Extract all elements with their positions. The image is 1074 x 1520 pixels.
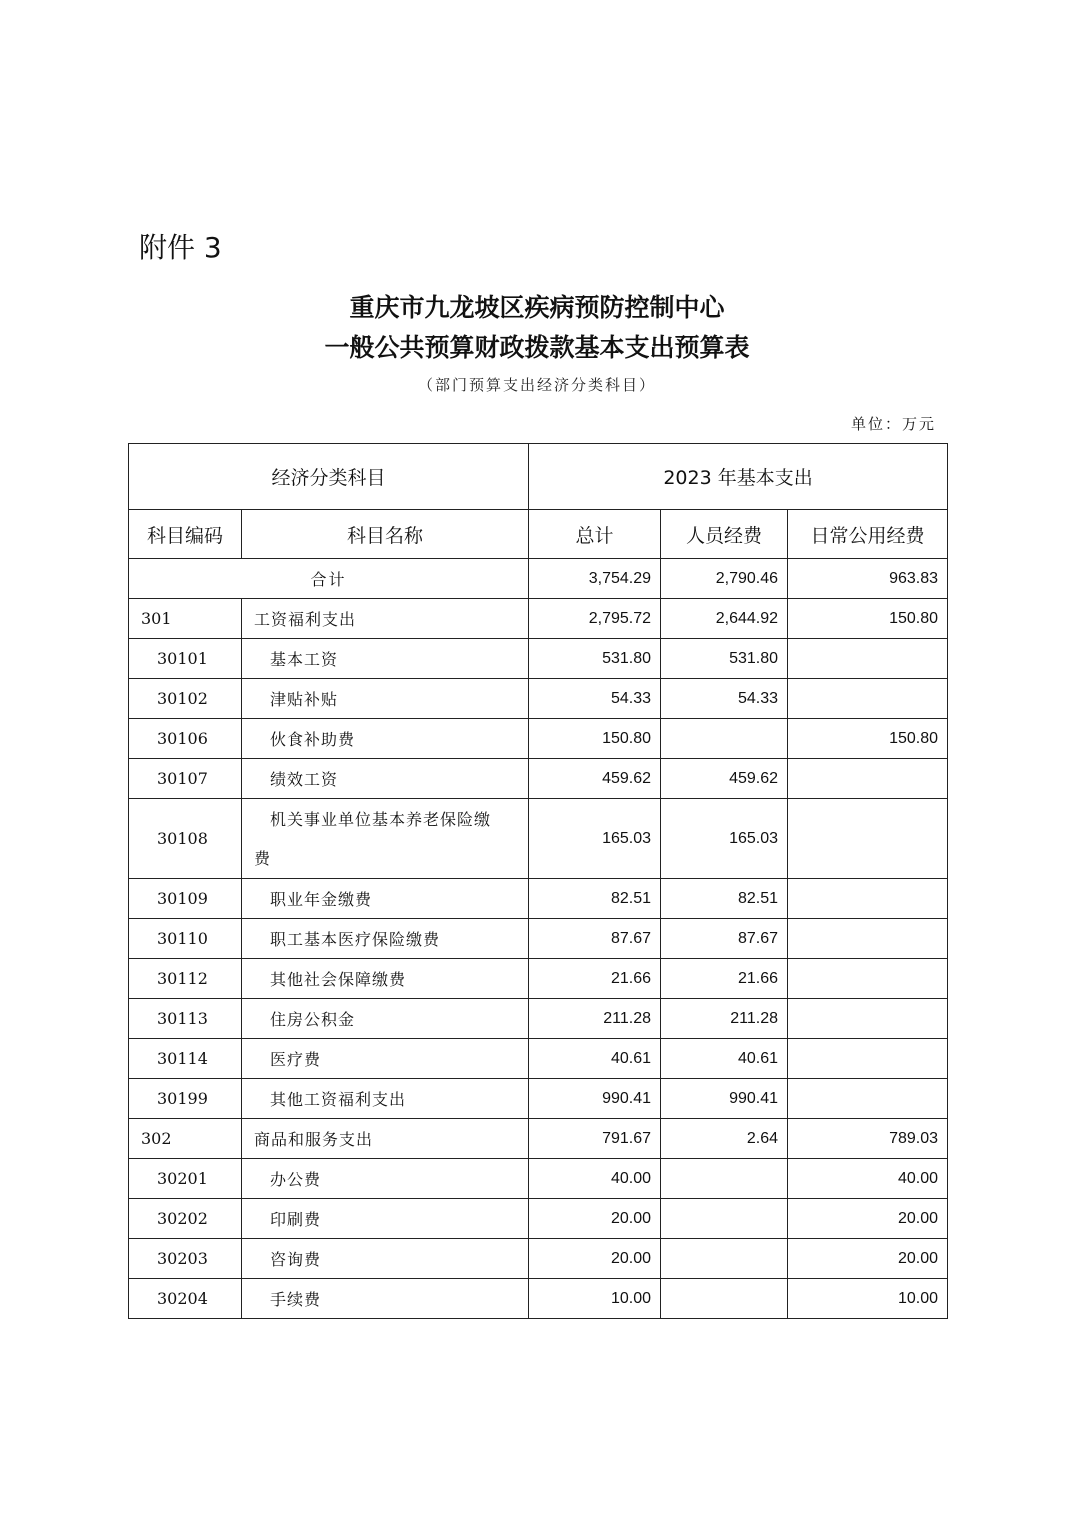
total-cell: 40.00: [529, 1159, 661, 1199]
table-row: [129, 1159, 948, 1199]
name-cell: 工资福利支出: [242, 599, 529, 639]
header-code: 科目编码: [129, 510, 242, 559]
code-cell: 30108: [129, 799, 242, 879]
personnel-cell: [661, 719, 788, 759]
public-cell: 40.00: [788, 1159, 948, 1199]
personnel-cell: 2,644.92: [661, 599, 788, 639]
personnel-cell: [661, 1279, 788, 1319]
total-label: 合计: [129, 559, 529, 599]
code-cell: 301: [129, 599, 242, 639]
name-cell: [242, 799, 529, 879]
table-row: [129, 599, 948, 639]
table-row: [129, 679, 948, 719]
name-cell: 咨询费: [242, 1239, 529, 1279]
code-cell: 302: [129, 1119, 242, 1159]
total-cell: 3,754.29: [529, 559, 661, 599]
code-cell: 30101: [129, 639, 242, 679]
total-cell: 990.41: [529, 1079, 661, 1119]
name-cell: 印刷费: [242, 1199, 529, 1239]
name-line-1: 机关事业单位基本养老保险缴: [270, 809, 492, 829]
total-cell: 21.66: [529, 959, 661, 999]
name-cell: 职工基本医疗保险缴费: [242, 919, 529, 959]
public-cell: [788, 759, 948, 799]
personnel-cell: 87.67: [661, 919, 788, 959]
personnel-cell: 2.64: [661, 1119, 788, 1159]
personnel-cell: [661, 1199, 788, 1239]
personnel-cell: [661, 1239, 788, 1279]
personnel-cell: 82.51: [661, 879, 788, 919]
name-cell: 商品和服务支出: [242, 1119, 529, 1159]
table-row: [129, 639, 948, 679]
code-cell: 30102: [129, 679, 242, 719]
table-row: [129, 1199, 948, 1239]
total-cell: 459.62: [529, 759, 661, 799]
public-cell: 150.80: [788, 719, 948, 759]
table-row: [129, 959, 948, 999]
table-row: [129, 1039, 948, 1079]
total-cell: 211.28: [529, 999, 661, 1039]
name-line-2: 费: [254, 848, 272, 868]
personnel-cell: 459.62: [661, 759, 788, 799]
public-cell: 963.83: [788, 559, 948, 599]
total-cell: 40.61: [529, 1039, 661, 1079]
unit-label: 单位：万元: [850, 415, 936, 433]
public-cell: [788, 799, 948, 879]
code-cell: 30110: [129, 919, 242, 959]
total-cell: 150.80: [529, 719, 661, 759]
public-cell: [788, 959, 948, 999]
public-cell: 20.00: [788, 1239, 948, 1279]
table-row: [129, 1279, 948, 1319]
document-title-line1: 重庆市九龙坡区疾病预防控制中心: [349, 293, 725, 322]
header-name: 科目名称: [242, 510, 529, 559]
personnel-cell: 531.80: [661, 639, 788, 679]
code-cell: 30203: [129, 1239, 242, 1279]
code-cell: 30114: [129, 1039, 242, 1079]
name-cell: 其他社会保障缴费: [242, 959, 529, 999]
header-category: 经济分类科目: [129, 444, 529, 510]
total-cell: 20.00: [529, 1239, 661, 1279]
total-cell: 791.67: [529, 1119, 661, 1159]
code-cell: 30109: [129, 879, 242, 919]
personnel-cell: 54.33: [661, 679, 788, 719]
name-cell: 职业年金缴费: [242, 879, 529, 919]
public-cell: [788, 679, 948, 719]
public-cell: 789.03: [788, 1119, 948, 1159]
name-cell: 办公费: [242, 1159, 529, 1199]
public-cell: [788, 999, 948, 1039]
attachment-label: 附件 3: [139, 231, 222, 264]
total-cell: 10.00: [529, 1279, 661, 1319]
code-cell: 30106: [129, 719, 242, 759]
total-cell: 20.00: [529, 1199, 661, 1239]
total-row: [129, 559, 948, 599]
header-budget: 2023 年基本支出: [529, 444, 948, 510]
personnel-cell: 21.66: [661, 959, 788, 999]
header-personnel: 人员经费: [661, 510, 788, 559]
public-cell: [788, 919, 948, 959]
document-title-line2: 一般公共预算财政拨款基本支出预算表: [324, 333, 750, 362]
public-cell: 10.00: [788, 1279, 948, 1319]
table-row: [129, 879, 948, 919]
header-public: 日常公用经费: [788, 510, 948, 559]
code-cell: 30199: [129, 1079, 242, 1119]
personnel-cell: 211.28: [661, 999, 788, 1039]
table-row: [129, 719, 948, 759]
table-row: [129, 759, 948, 799]
table-row: [129, 919, 948, 959]
code-cell: 30202: [129, 1199, 242, 1239]
public-cell: [788, 879, 948, 919]
total-cell: 531.80: [529, 639, 661, 679]
personnel-cell: 40.61: [661, 1039, 788, 1079]
personnel-cell: [661, 1159, 788, 1199]
total-cell: 87.67: [529, 919, 661, 959]
name-cell: 基本工资: [242, 639, 529, 679]
total-cell: 165.03: [529, 799, 661, 879]
code-cell: 30113: [129, 999, 242, 1039]
table-row: [129, 1119, 948, 1159]
public-cell: 20.00: [788, 1199, 948, 1239]
public-cell: 150.80: [788, 599, 948, 639]
total-cell: 2,795.72: [529, 599, 661, 639]
code-cell: 30201: [129, 1159, 242, 1199]
name-cell: 住房公积金: [242, 999, 529, 1039]
public-cell: [788, 1039, 948, 1079]
code-cell: 30204: [129, 1279, 242, 1319]
table-row: [129, 1239, 948, 1279]
name-cell: 绩效工资: [242, 759, 529, 799]
personnel-cell: 990.41: [661, 1079, 788, 1119]
name-cell: 其他工资福利支出: [242, 1079, 529, 1119]
personnel-cell: 2,790.46: [661, 559, 788, 599]
code-cell: 30112: [129, 959, 242, 999]
header-total: 总计: [529, 510, 661, 559]
personnel-cell: 165.03: [661, 799, 788, 879]
public-cell: [788, 1079, 948, 1119]
table-row: [129, 1079, 948, 1119]
public-cell: [788, 639, 948, 679]
name-cell: 伙食补助费: [242, 719, 529, 759]
document-subtitle: （部门预算支出经济分类科目）: [417, 376, 656, 394]
name-cell: 津贴补贴: [242, 679, 529, 719]
code-cell: 30107: [129, 759, 242, 799]
name-cell: 手续费: [242, 1279, 529, 1319]
budget-table: [128, 443, 948, 1319]
total-cell: 82.51: [529, 879, 661, 919]
table-row: [129, 799, 948, 879]
total-cell: 54.33: [529, 679, 661, 719]
table-row: [129, 999, 948, 1039]
name-cell: 医疗费: [242, 1039, 529, 1079]
